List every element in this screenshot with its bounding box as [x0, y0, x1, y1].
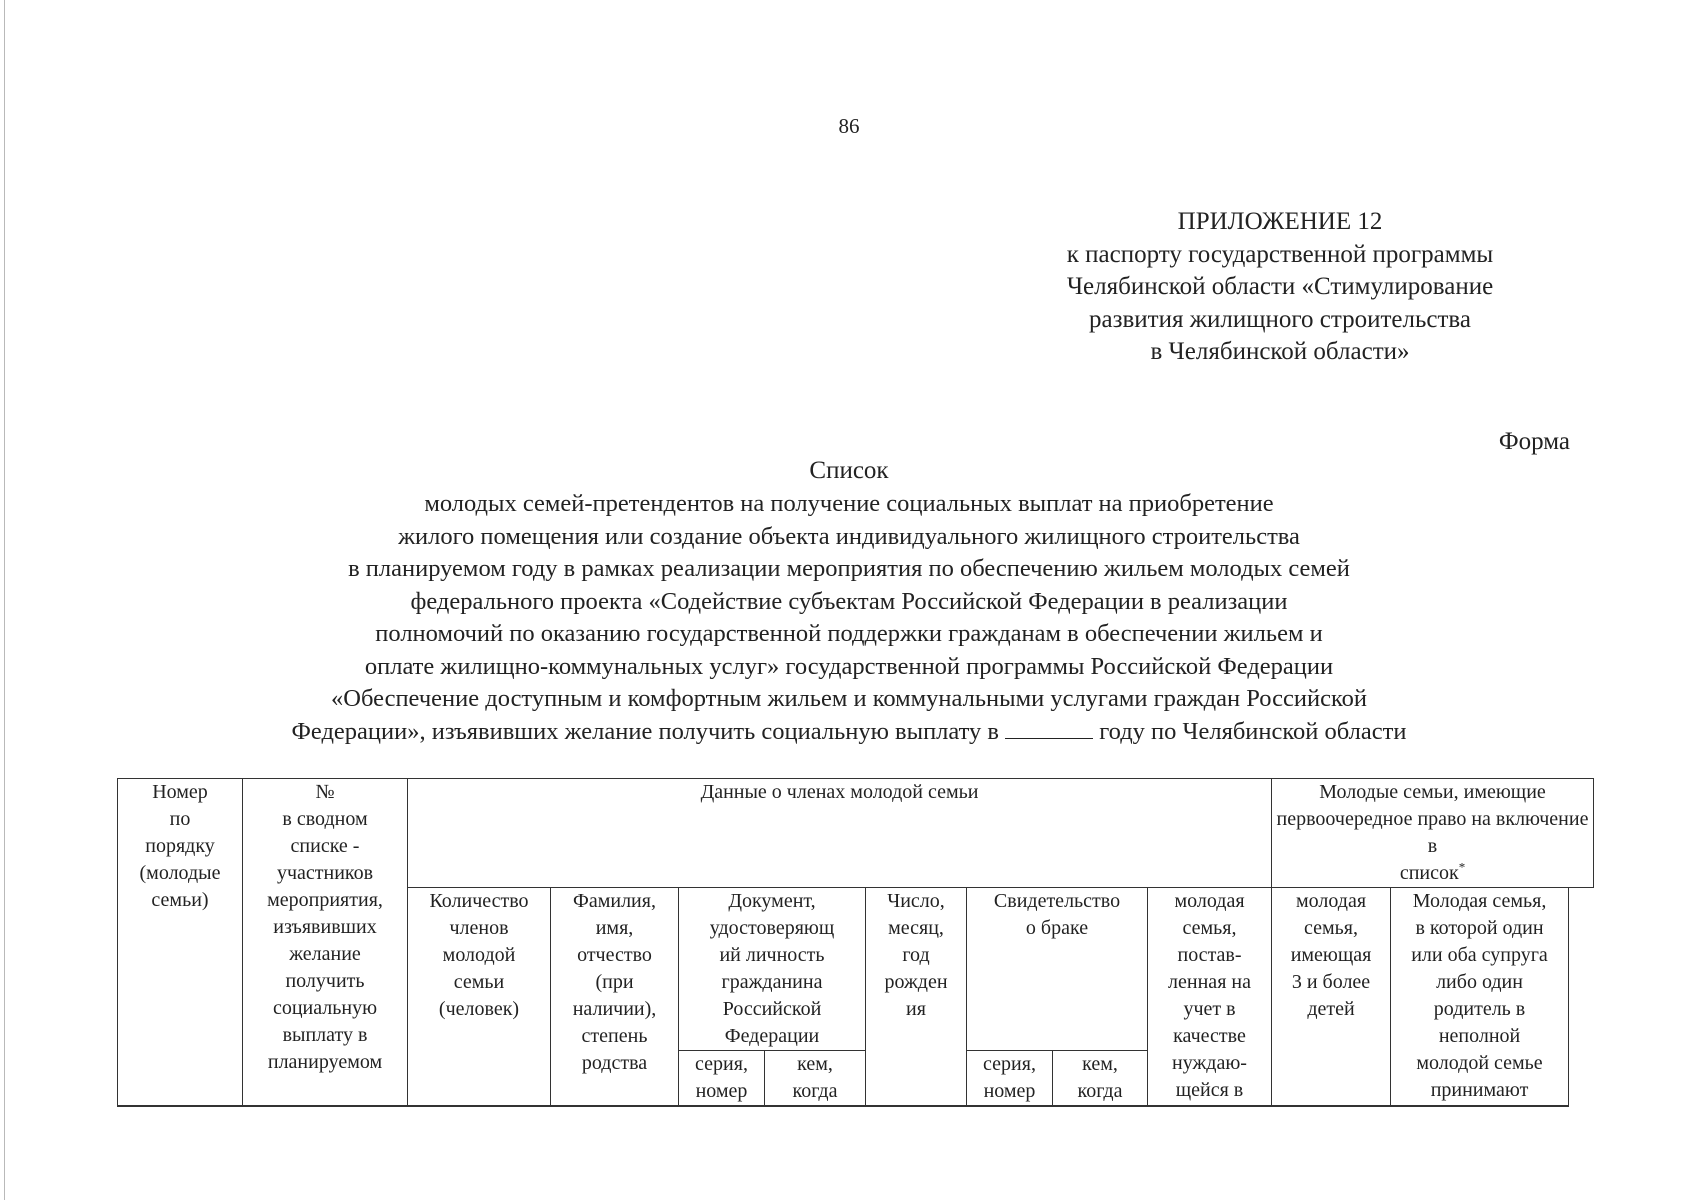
header-text-line: неполной [1438, 1025, 1521, 1047]
header-text-line: номер [983, 1080, 1036, 1102]
header-text-line: семья, [1304, 917, 1358, 939]
sub-cert-issued-by [1053, 1051, 1148, 1107]
header-text-line: по [169, 808, 191, 830]
col-birth-date [866, 888, 967, 1107]
col-members-count [408, 888, 551, 1107]
col-full-name [551, 888, 679, 1107]
header-text-line: кем, [797, 1053, 833, 1075]
header-text-line: членов [449, 917, 509, 939]
header-text-line: рожден [884, 971, 948, 993]
header-text-line: Молодая семья, [1412, 890, 1547, 912]
header-text-line: серия, [983, 1053, 1036, 1075]
header-text-line: или оба супруга [1411, 944, 1548, 966]
header-text-line: Молодые семьи, имеющие [1319, 781, 1546, 803]
header-text-line: кем, [1082, 1053, 1118, 1075]
header-text-line: номер [695, 1080, 748, 1102]
header-text-line: гражданина [721, 971, 823, 993]
description-line: федерального проекта «Содействие субъектам Российской Федерации в реализации [410, 587, 1288, 615]
header-text-line: (молодые [139, 862, 221, 884]
header-text-line: имя, [595, 917, 634, 939]
header-text-line: социальную [272, 997, 378, 1019]
header-text-line: щейся в [1175, 1079, 1244, 1101]
header-text-line: когда [1077, 1080, 1123, 1102]
appendix-line: развития жилищного строительства [1089, 305, 1471, 333]
sub-cert-series-number [967, 1051, 1053, 1107]
header-text-line: Федерации [724, 1025, 820, 1047]
list-description [150, 488, 1548, 748]
header-text-line: Документ, [728, 890, 816, 912]
header-text-line: семья, [1182, 917, 1237, 939]
header-text-line: списке - [290, 835, 360, 857]
footnote-marker: * [1458, 859, 1466, 875]
header-text-line: Число, [887, 890, 945, 912]
header-text-line: (при [595, 971, 634, 993]
col-marriage-cert [967, 888, 1148, 1051]
header-text-line: родства [581, 1052, 648, 1074]
description-line [150, 716, 1548, 749]
header-text-line: ий личность [719, 944, 825, 966]
description-text: Федерации», изъявивших желание получить социальную выплату в [291, 717, 999, 745]
header-text-line: в сводном [282, 808, 368, 830]
form-label: Форма [1498, 428, 1570, 455]
description-line: молодых семей-претендентов на получение социальных выплат на приобретение [424, 490, 1274, 517]
appendix-title: ПРИЛОЖЕНИЕ 12 [1177, 208, 1383, 235]
col-summary-number [243, 779, 408, 1107]
header-text-line: принимают [1430, 1079, 1529, 1101]
families-table [117, 778, 1594, 1107]
page-edge-line [4, 0, 5, 1200]
header-text-line: серия, [695, 1053, 748, 1075]
header-text-line: Номер [152, 781, 208, 803]
group-priority-text [1274, 779, 1591, 887]
header-text-line: 3 и более [1291, 971, 1371, 993]
header-text-line: мероприятия, [267, 889, 383, 911]
header-text-line: учет в [1183, 998, 1236, 1020]
sub-doc-issued-by [765, 1051, 866, 1107]
header-text-line: молодой семье [1416, 1052, 1543, 1074]
header-text-line: порядку [145, 835, 215, 857]
description-line: оплате жилищно-коммунальных услуг» государственной программы Российской Федерации [364, 652, 1334, 680]
header-text-line: семьи) [151, 889, 209, 911]
header-text-line: (человек) [438, 998, 520, 1020]
header-text-line: выплату в [282, 1024, 368, 1046]
header-text-line: степень [581, 1025, 648, 1047]
year-blank [1005, 718, 1093, 739]
header-text-line: список* [1399, 859, 1466, 884]
header-text-line: молодой [442, 944, 516, 966]
header-text-line: молодая [1174, 890, 1245, 912]
list-title: Список [809, 457, 889, 484]
appendix-line: в Челябинской области» [1150, 338, 1410, 365]
header-text-line: удостоверяющ [709, 917, 835, 939]
appendix-line: к паспорту государственной программы [1066, 240, 1494, 268]
group-family-data: Данные о членах молодой семьи [408, 779, 1272, 888]
header-text-line: получить [285, 970, 365, 992]
group-priority [1272, 779, 1594, 888]
header-text-line: планируемом [267, 1051, 383, 1073]
header-text-line: желание [289, 943, 361, 965]
col-order-number [118, 779, 243, 1107]
header-text-line: молодая [1295, 890, 1367, 912]
header-text-line: Свидетельство [993, 890, 1121, 912]
header-text-line: когда [792, 1080, 838, 1102]
header-text-line: ия [906, 998, 926, 1020]
header-text-line: имеющая [1290, 944, 1372, 966]
description-line: в планируемом году в рамках реализации мероприятия по обеспечению жильем молодых семей [348, 555, 1350, 582]
header-text-line: месяц, [888, 917, 944, 939]
header-text-line: ленная на [1168, 971, 1251, 993]
col-identity-doc [679, 888, 866, 1051]
col-priority-registered [1148, 888, 1272, 1107]
header-text-line: либо один [1436, 971, 1523, 993]
header-text-line: Количество [429, 890, 529, 912]
description-line: жилого помещения или создание объекта индивидуального жилищного строительства [398, 522, 1300, 550]
header-text-line: качестве [1173, 1025, 1246, 1047]
header-text-line: № [315, 781, 335, 803]
appendix-line: Челябинской области «Стимулирование [1066, 273, 1494, 300]
description-line: полномочий по оказанию государственной поддержки гражданам в обеспечении жильем и [375, 620, 1323, 647]
header-text-line: первоочередное право на включение в [1276, 808, 1589, 857]
sub-doc-series-number [679, 1051, 765, 1107]
appendix-block [1000, 206, 1560, 369]
header-text-line: год [902, 944, 930, 966]
header-text-line: постав- [1177, 944, 1242, 966]
header-text-line: отчество [577, 944, 652, 966]
description-line: «Обеспечение доступным и комфортным жильем и коммунальными услугами граждан Российской [331, 685, 1367, 712]
header-text-line: изъявивших [273, 916, 377, 938]
header-text-line: в которой один [1415, 917, 1544, 939]
header-text-line: нуждаю- [1172, 1052, 1247, 1074]
header-text-line: Фамилия, [573, 890, 656, 912]
header-text-line: наличии), [572, 998, 657, 1020]
description-text: году по Челябинской области [1099, 717, 1407, 745]
header-text-line: семьи [453, 971, 505, 993]
col-priority-large [1272, 888, 1391, 1107]
header-text-line: о браке [1025, 917, 1089, 939]
header-text-line: участников [276, 862, 374, 884]
header-text-line: родитель в [1433, 998, 1526, 1020]
page-number: 86 [838, 114, 860, 138]
header-text-line: Российской [722, 998, 822, 1020]
header-text-line: детей [1307, 998, 1355, 1020]
col-priority-single-parent [1391, 888, 1569, 1107]
